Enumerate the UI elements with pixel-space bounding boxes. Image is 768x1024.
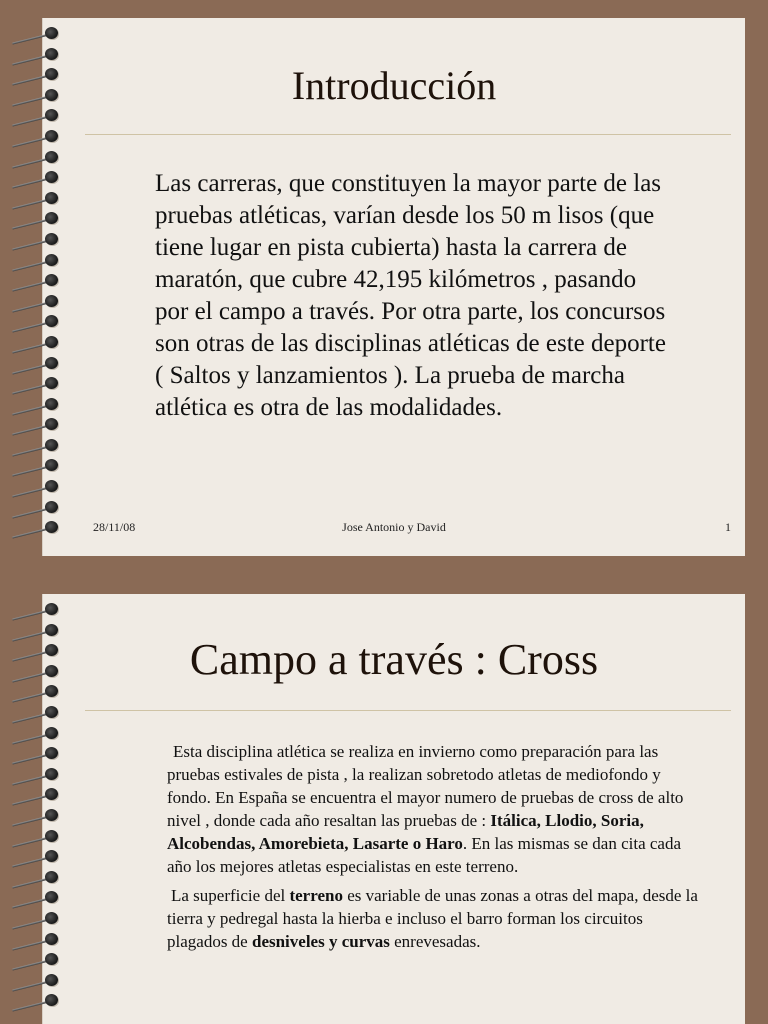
- binding-hole: [45, 357, 58, 369]
- slide-title: Introducción: [291, 63, 497, 108]
- spiral-ring: [11, 971, 63, 992]
- spiral-ring: [11, 806, 63, 827]
- binding-hole: [45, 768, 58, 780]
- spiral-ring: [11, 436, 63, 457]
- binding-hole: [45, 109, 58, 121]
- paragraph-text: La superficie del: [171, 886, 290, 905]
- paragraph-text: enrevesadas.: [389, 932, 481, 951]
- title-divider: [85, 710, 731, 711]
- spiral-ring: [11, 909, 63, 930]
- spiral-ring: [11, 991, 63, 1012]
- binding-hole: [45, 747, 58, 759]
- spiral-ring: [11, 785, 63, 806]
- spiral-ring: [11, 868, 63, 889]
- paragraph-text: . En las mismas se dan cita cada año los mejores atletas especialistas en este terreno.: [167, 834, 682, 876]
- binding-hole: [45, 871, 58, 883]
- binding-hole: [45, 685, 58, 697]
- spiral-ring: [11, 209, 63, 230]
- binding-hole: [45, 192, 58, 204]
- binding-hole: [45, 212, 58, 224]
- spiral-ring: [11, 168, 63, 189]
- binding-hole: [45, 274, 58, 286]
- binding-hole: [45, 459, 58, 471]
- bold-desniveles: desniveles y curvas: [251, 932, 390, 951]
- binding-hole: [45, 254, 58, 266]
- paragraph-text: es variable de unas zonas a otras del mapa, desde la tierra y pedregal hasta la hierba e incluso el barro forman los circuitos plagados de: [167, 886, 698, 951]
- footer-page-number: 1: [725, 520, 731, 534]
- spiral-ring: [11, 703, 63, 724]
- binding-hole: [45, 27, 58, 39]
- binding-hole: [45, 809, 58, 821]
- binding-hole: [45, 377, 58, 389]
- slide-1: [42, 18, 745, 556]
- spiral-ring: [11, 930, 63, 951]
- paragraph-text: Esta disciplina atlética se realiza en invierno como preparación para las pruebas estivales de pista , la realizan sobretodo atletas de mediofondo y fondo. En España se encuentra el mayor numero de pruebas de cross de alto nivel , donde cada año resaltan las pruebas de :: [167, 742, 684, 830]
- spiral-ring: [11, 106, 63, 127]
- spiral-ring: [11, 333, 63, 354]
- spiral-ring: [11, 888, 63, 909]
- slide-body-text: Las carreras, que constituyen la mayor parte de las pruebas atléticas, varían desde los 50 m lisos (que tiene lugar en pista cubierta) hasta la carrera de maratón, que cubre 42,195 kilómetros , pasando por el campo a través. Por otra parte, los concursos son otras de las disciplinas atléticas de este deporte ( Saltos y lanzamientos ). La prueba de marcha atlética es otra de las modalidades.: [155, 170, 666, 421]
- binding-hole: [45, 151, 58, 163]
- spiral-ring: [11, 600, 63, 621]
- spiral-ring: [11, 415, 63, 436]
- spiral-ring: [11, 765, 63, 786]
- binding-hole: [45, 912, 58, 924]
- binding-hole: [45, 480, 58, 492]
- spiral-ring: [11, 477, 63, 498]
- spiral-ring: [11, 292, 63, 313]
- title-divider: [85, 134, 731, 135]
- binding-hole: [45, 336, 58, 348]
- binding-hole: [45, 953, 58, 965]
- binding-hole: [45, 603, 58, 615]
- binding-hole: [45, 315, 58, 327]
- binding-hole: [45, 891, 58, 903]
- spiral-ring: [11, 251, 63, 272]
- bold-terreno: terreno: [289, 886, 343, 905]
- binding-hole: [45, 788, 58, 800]
- slide-2: [42, 594, 745, 1024]
- spiral-ring: [11, 230, 63, 251]
- binding-hole: [45, 233, 58, 245]
- spiral-ring: [11, 950, 63, 971]
- slide-title: Campo a través : Cross: [189, 635, 599, 684]
- binding-hole: [45, 933, 58, 945]
- spiral-ring: [11, 682, 63, 703]
- binding-hole: [45, 130, 58, 142]
- spiral-ring: [11, 827, 63, 848]
- binding-hole: [45, 850, 58, 862]
- spiral-ring: [11, 312, 63, 333]
- spiral-ring: [11, 724, 63, 745]
- spiral-ring: [11, 271, 63, 292]
- binding-hole: [45, 994, 58, 1006]
- binding-hole: [45, 48, 58, 60]
- binding-hole: [45, 439, 58, 451]
- paragraph-terrain: [167, 884, 707, 953]
- binding-hole: [45, 830, 58, 842]
- spiral-ring: [11, 127, 63, 148]
- spiral-ring: [11, 395, 63, 416]
- binding-hole: [45, 295, 58, 307]
- binding-hole: [45, 501, 58, 513]
- binding-hole: [45, 727, 58, 739]
- binding-hole: [45, 398, 58, 410]
- footer-authors: Jose Antonio y David: [342, 520, 446, 534]
- spiral-ring: [11, 498, 63, 519]
- spiral-ring: [11, 456, 63, 477]
- footer-date: 28/11/08: [93, 520, 136, 534]
- spiral-ring: [11, 354, 63, 375]
- binding-hole: [45, 418, 58, 430]
- paragraph-cross-intro: [167, 740, 707, 878]
- spiral-ring: [11, 374, 63, 395]
- binding-hole: [45, 171, 58, 183]
- spiral-ring: [11, 24, 63, 45]
- binding-hole: [45, 974, 58, 986]
- spiral-ring: [11, 148, 63, 169]
- spiral-ring: [11, 744, 63, 765]
- spiral-ring: [11, 847, 63, 868]
- race-list-bold: Itálica, Llodio, Soria, Alcobendas, Amorebieta, Lasarte o Haro: [167, 811, 644, 853]
- slide-body: [167, 740, 707, 959]
- binding-hole: [45, 706, 58, 718]
- spiral-ring: [11, 189, 63, 210]
